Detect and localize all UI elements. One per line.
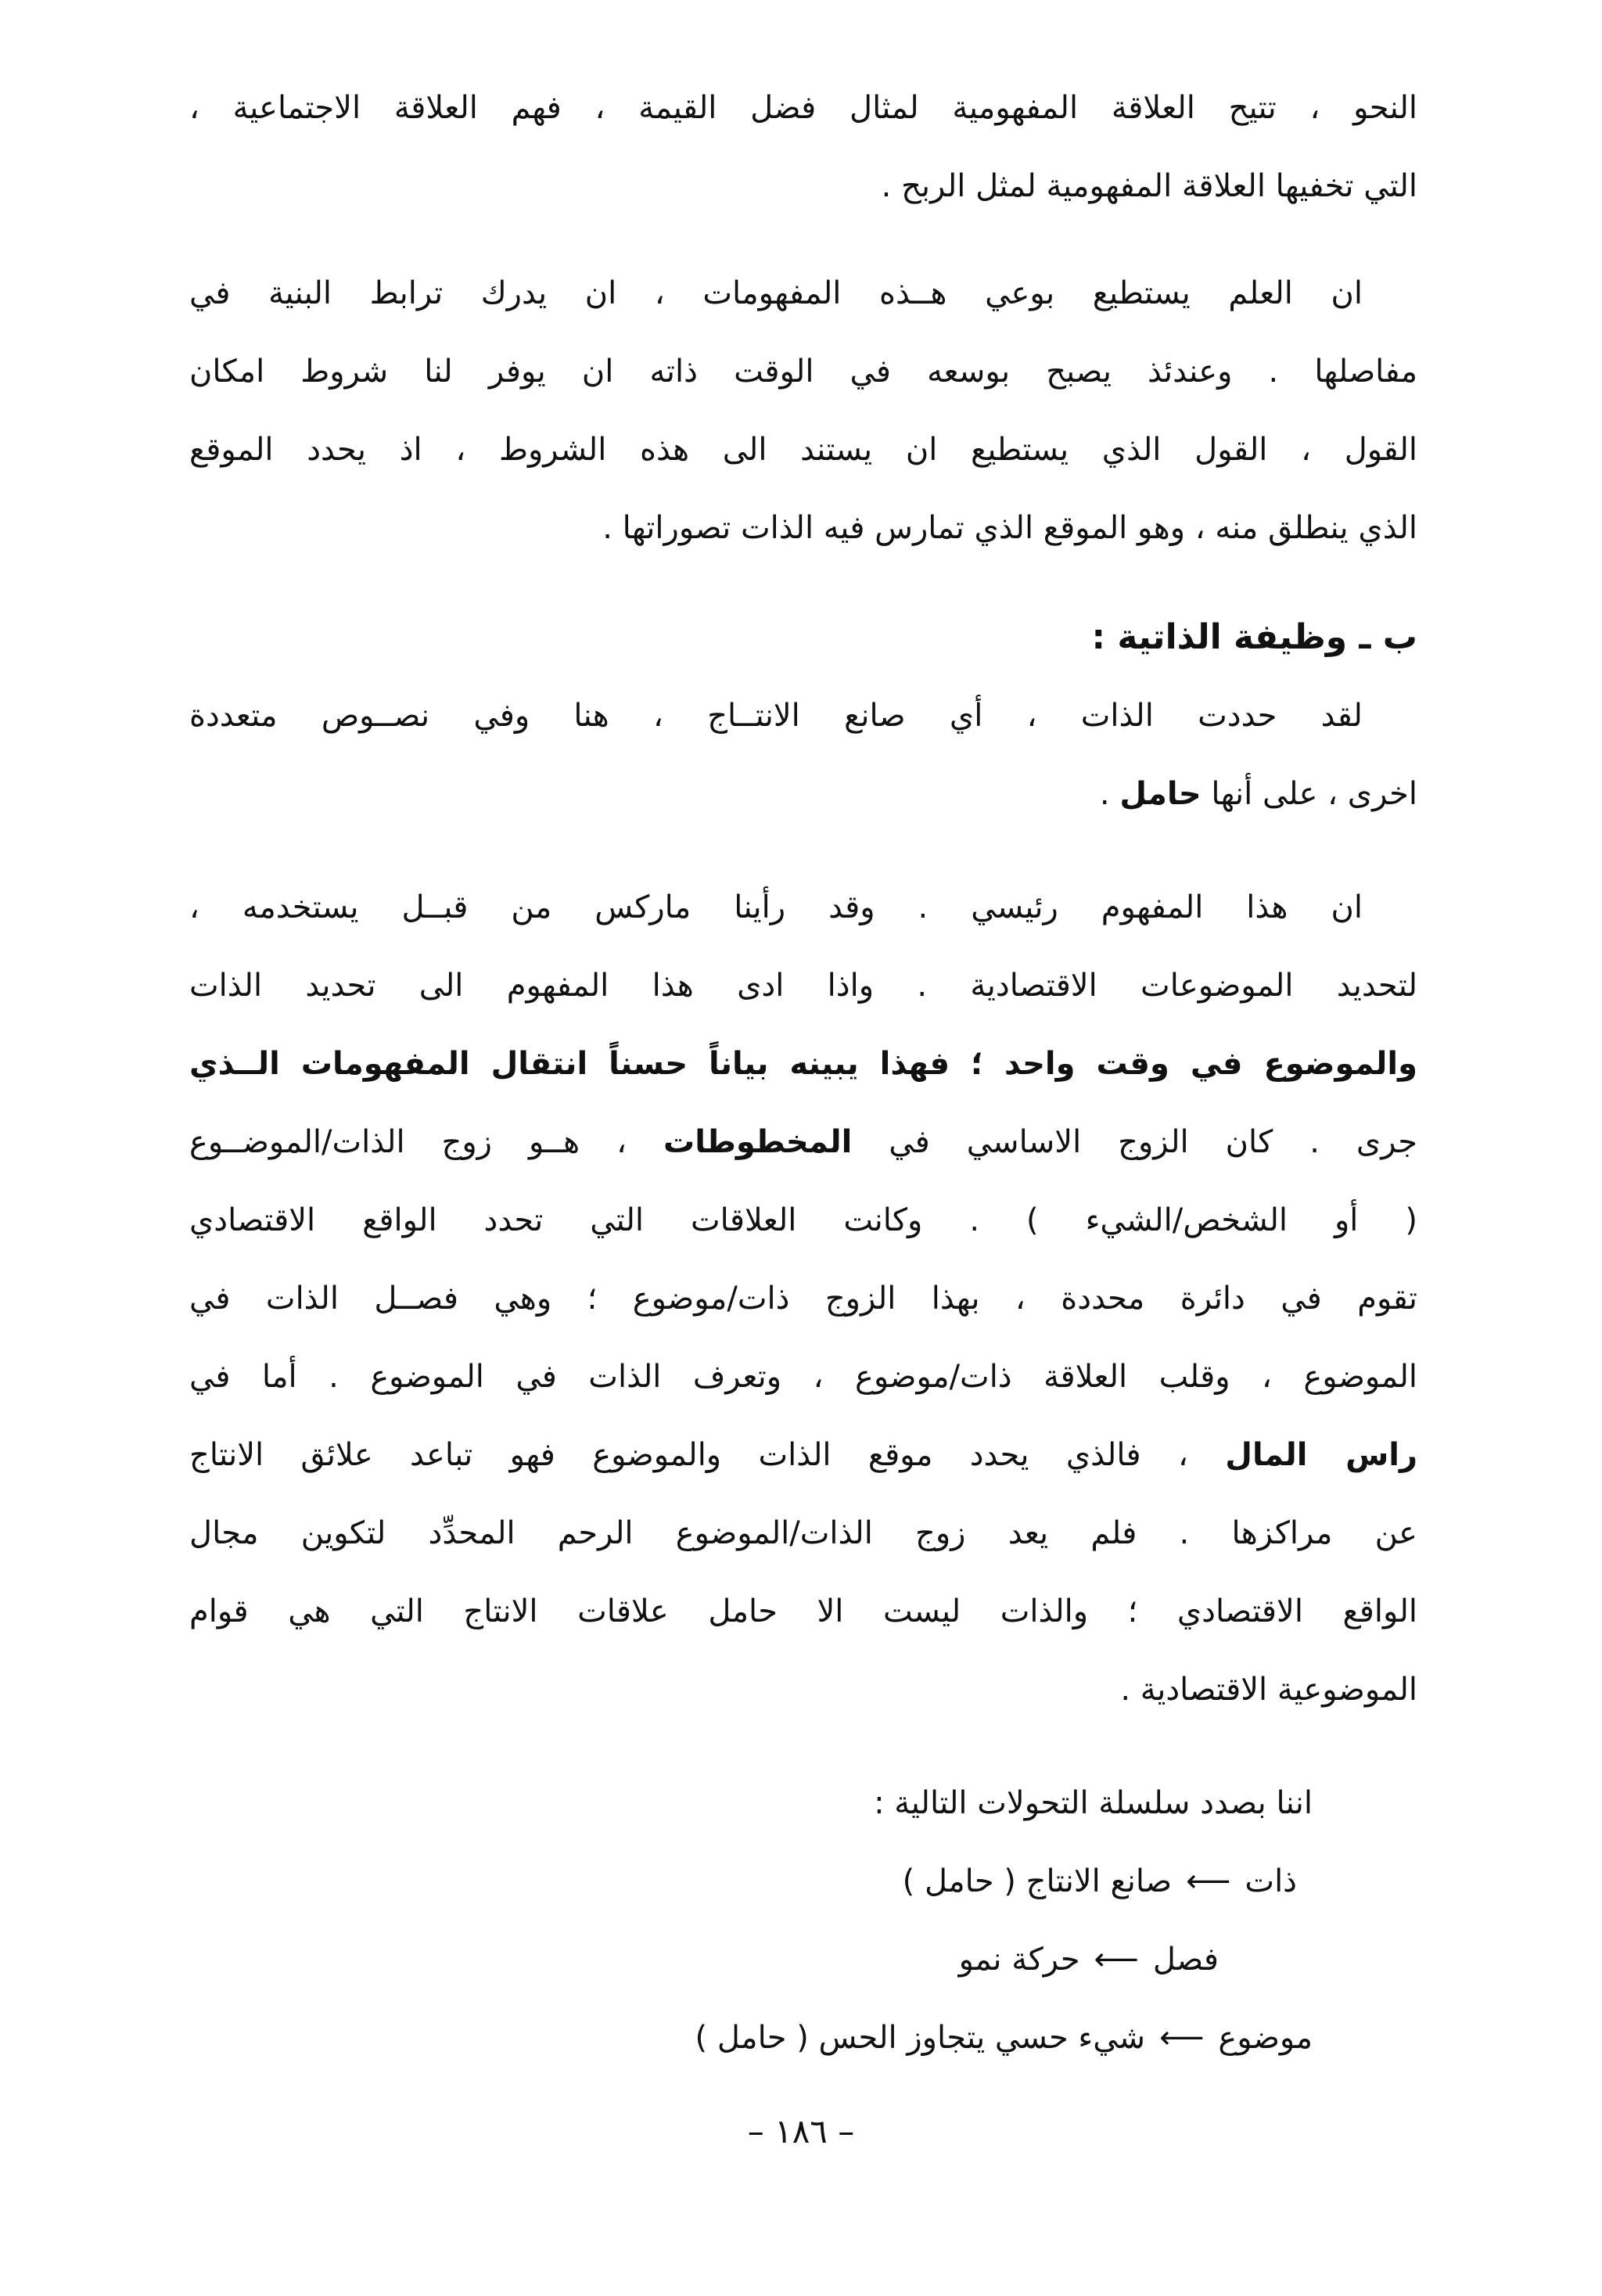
paragraph-2-line-3: القول ، القول الذي يستطيع ان يستند الى هذه الشروط ، اذ يحدد الموقع: [189, 432, 1417, 468]
paragraph-1-line-2: التي تخفيها العلاقة المفهومية لمثل الربح .: [881, 168, 1417, 204]
item-from: موضوع: [1218, 2020, 1313, 2056]
arrow-icon: ⟵: [1094, 1942, 1139, 1978]
transformation-item-2: [959, 1936, 1219, 1983]
paragraph-2-line-1: ان العلم يستطيع بوعي هــذه المفهومات ، ان يدرك ترابط البنية في: [189, 275, 1363, 311]
item-from: فصل: [1152, 1942, 1219, 1978]
term-bold: راس المال: [1225, 1437, 1417, 1473]
arrow-icon: ⟵: [1186, 1863, 1231, 1899]
transformation-item-3: [695, 2014, 1313, 2061]
paragraph-4-line-6: تقوم في دائرة محددة ، بهذا الزوج ذات/موضوع ؛ وهي فصــل الذات في: [189, 1281, 1417, 1317]
text-segment: .: [1099, 776, 1120, 812]
paragraph-3-line-1: لقد حددت الذات ، أي صانع الانتــاج ، هنا وفي نصــوص متعددة: [189, 698, 1363, 734]
list-intro: اننا بصدد سلسلة التحولات التالية :: [874, 1785, 1313, 1821]
paragraph-4-line-3: والموضوع في وقت واحد ؛ فهذا يبينه بياناً حسناً انتقال المفهومات الــذي: [189, 1046, 1417, 1082]
text-segment: ، هــو زوج الذات/الموضــوع: [189, 1124, 663, 1160]
paragraph-1-line-1: النحو ، تتيح العلاقة المفهومية لمثال فضل القيمة ، فهم العلاقة الاجتماعية ،: [189, 90, 1417, 126]
paragraph-4-line-4: [189, 1119, 1417, 1166]
term-bold: المخطوطات: [663, 1124, 853, 1160]
paragraph-4-line-11: الموضوعية الاقتصادية .: [1120, 1672, 1417, 1708]
item-from: ذات: [1245, 1863, 1297, 1899]
item-to: شيء حسي يتجاوز الحس ( حامل ): [695, 2020, 1146, 2056]
paragraph-3-line-2: [189, 771, 1417, 817]
text-segment: اخرى ، على أنها: [1201, 776, 1417, 812]
item-to: صانع الانتاج ( حامل ): [902, 1863, 1173, 1899]
paragraph-4-line-9: عن مراكزها . فلم يعد زوج الذات/الموضوع الرحم المحدِّد لتكوين مجال: [189, 1515, 1417, 1551]
text-segment: ، فالذي يحدد موقع الذات والموضوع فهو تباعد علائق الانتاج: [189, 1437, 1226, 1473]
paragraph-2-line-2: مفاصلها . وعندئذ يصبح بوسعه في الوقت ذاته ان يوفر لنا شروط امكان: [189, 354, 1417, 390]
paragraph-4-line-8: [189, 1432, 1417, 1479]
arrow-icon: ⟵: [1159, 2020, 1205, 2056]
paragraph-4-line-1: ان هذا المفهوم رئيسي . وقد رأينا ماركس من قبــل يستخدمه ،: [189, 889, 1363, 925]
paragraph-4-line-5: ( أو الشخص/الشيء ) . وكانت العلاقات التي تحدد الواقع الاقتصادي: [189, 1202, 1417, 1238]
paragraph-2-line-4: الذي ينطلق منه ، وهو الموقع الذي تمارس فيه الذات تصوراتها .: [602, 510, 1417, 546]
item-to: حركة نمو: [958, 1942, 1080, 1978]
term-bold: حامل: [1119, 776, 1202, 812]
paragraph-4-line-10: الواقع الاقتصادي ؛ والذات ليست الا حامل علاقات الانتاج التي هي قوام: [189, 1594, 1417, 1629]
page-number: – ١٨٦ –: [747, 2112, 855, 2150]
section-heading: ب ـ وظيفة الذاتية :: [1091, 617, 1417, 657]
text-segment: جرى . كان الزوج الاساسي في: [852, 1124, 1417, 1160]
paragraph-4-line-7: الموضوع ، وقلب العلاقة ذات/موضوع ، وتعرف الذات في الموضوع . أما في: [189, 1359, 1417, 1395]
paragraph-4-line-2: لتحديد الموضوعات الاقتصادية . واذا ادى هذا المفهوم الى تحديد الذات: [189, 968, 1417, 1004]
transformation-item-1: [903, 1858, 1297, 1905]
